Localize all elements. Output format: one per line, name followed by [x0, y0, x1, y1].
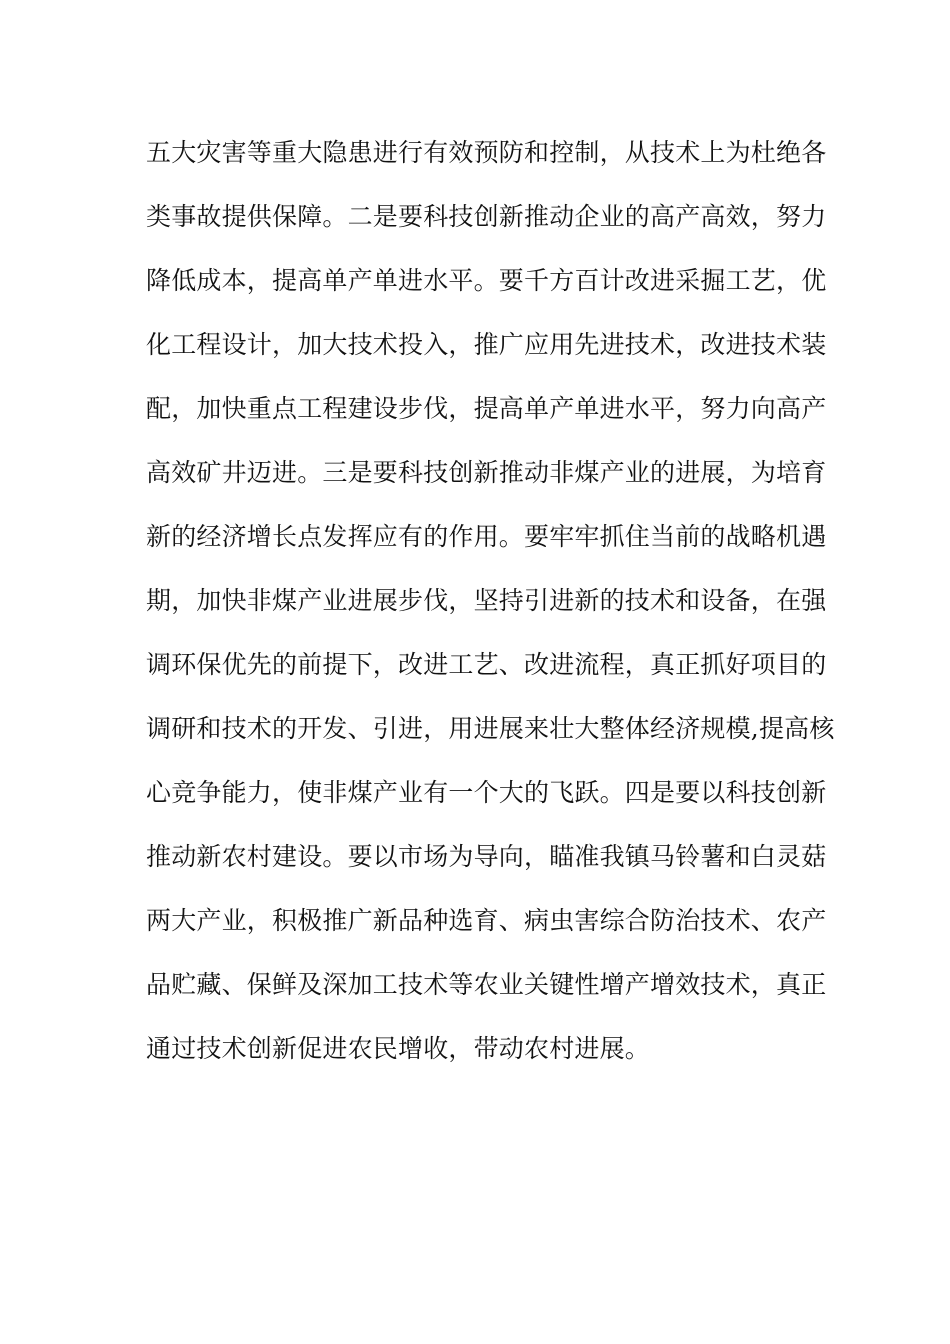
text-line: 新的经济增长点发挥应有的作用。要牢牢抓住当前的战略机遇	[146, 522, 827, 551]
text-line: 通过技术创新促进农民增收，带动农村进展。	[146, 1034, 651, 1063]
text-line: 五大灾害等重大隐患进行有效预防和控制，从技术上为杜绝各	[146, 138, 827, 167]
text-line: 推动新农村建设。要以市场为导向，瞄准我镇马铃薯和白灵菇	[146, 842, 827, 871]
text-line: 心竞争能力，使非煤产业有一个大的飞跃。四是要以科技创新	[146, 778, 827, 807]
text-line: 调研和技术的开发、引进，用进展来壮大整体经济规模,提高核	[146, 714, 835, 743]
text-line: 高效矿井迈进。三是要科技创新推动非煤产业的进展，为培育	[146, 458, 827, 487]
text-line: 品贮藏、保鲜及深加工技术等农业关键性增产增效技术，真正	[146, 970, 827, 999]
text-line: 降低成本，提高单产单进水平。要千方百计改进采掘工艺，优	[146, 266, 827, 295]
text-line: 调环保优先的前提下，改进工艺、改进流程，真正抓好项目的	[146, 650, 827, 679]
text-line: 两大产业，积极推广新品种选育、病虫害综合防治技术、农产	[146, 906, 827, 935]
text-line: 期，加快非煤产业进展步伐，坚持引进新的技术和设备，在强	[146, 586, 827, 615]
body-paragraph	[146, 131, 835, 1091]
text-line: 化工程设计，加大技术投入，推广应用先进技术，改进技术装	[146, 330, 827, 359]
text-line: 配，加快重点工程建设步伐，提高单产单进水平，努力向高产	[146, 394, 827, 423]
text-line: 类事故提供保障。二是要科技创新推动企业的高产高效，努力	[146, 202, 827, 231]
